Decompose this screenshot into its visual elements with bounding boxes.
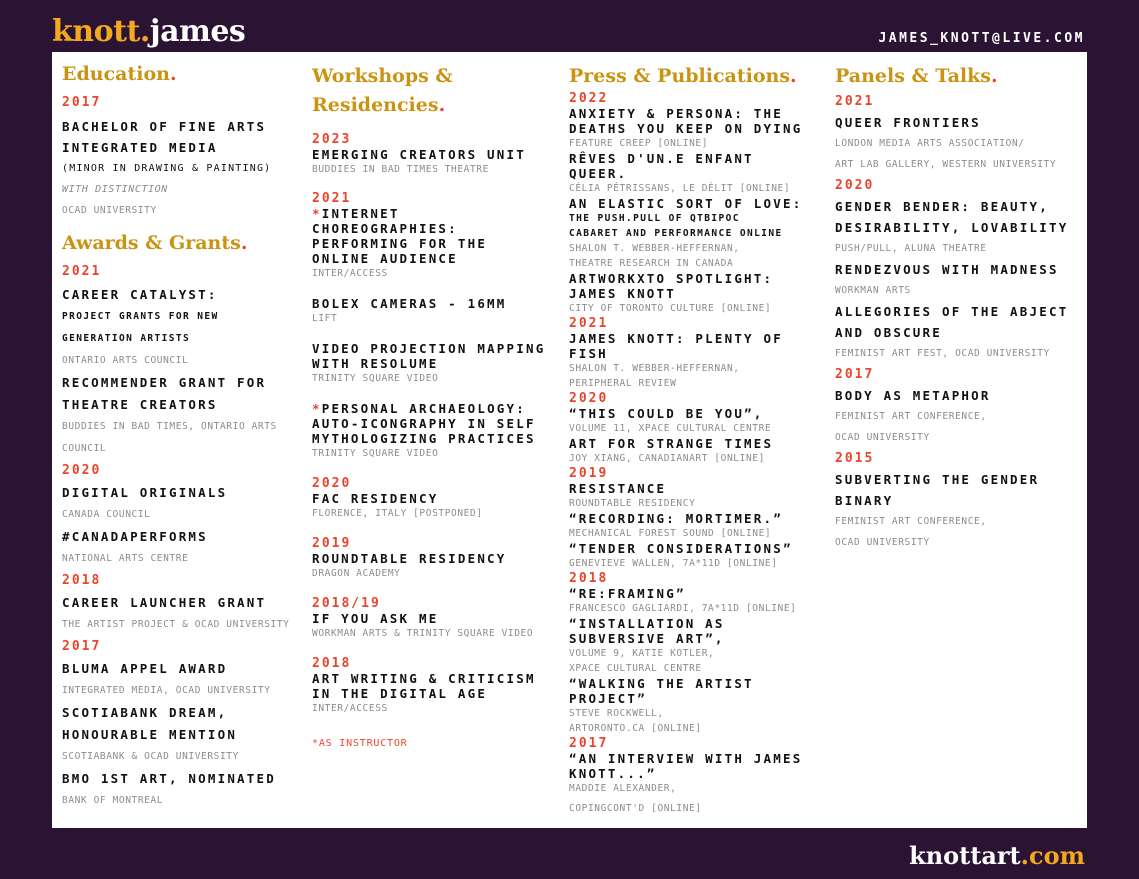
entry-title: BODY AS METAPHOR <box>835 388 991 403</box>
entry-title: MYTHOLOGIZING PRACTICES <box>312 431 536 446</box>
entry-note: (MINOR IN DRAWING & PAINTING) <box>62 163 272 174</box>
entry-title: IN THE DIGITAL AGE <box>312 686 488 701</box>
email-link[interactable]: JAMES_KNOTT@LIVE.COM <box>878 31 1085 46</box>
year-label: 2018 <box>62 573 102 588</box>
year-label: 2023 <box>312 132 352 147</box>
entry-source: ART LAB GALLERY, WESTERN UNIVERSITY <box>835 159 1057 170</box>
entry-source: LIFT <box>312 313 338 324</box>
entry-title: ROUNDTABLE RESIDENCY <box>312 551 507 566</box>
entry-source: ROUNDTABLE RESIDENCY <box>569 498 696 509</box>
entry-source: COPINGCONT'D [ONLINE] <box>569 803 702 814</box>
entry-title: ANXIETY & PERSONA: THE <box>569 106 783 121</box>
site-main: knottart <box>909 841 1021 870</box>
entry-title: ART WRITING & CRITICISM <box>312 671 536 686</box>
entry-source: TRINITY SQUARE VIDEO <box>312 373 439 384</box>
entry-source: CITY OF TORONTO CULTURE [ONLINE] <box>569 303 772 314</box>
entry-title: JAMES KNOTT <box>569 286 676 301</box>
entry-title: THEATRE CREATORS <box>62 397 218 412</box>
entry-title: SUBVERTING THE GENDER <box>835 472 1040 487</box>
year-label: 2017 <box>62 95 102 110</box>
entry-source: WORKMAN ARTS & TRINITY SQUARE VIDEO <box>312 628 534 639</box>
entry-title: QUEER FRONTIERS <box>835 115 981 130</box>
entry-source: INTER/ACCESS <box>312 703 388 714</box>
entry-title: ONLINE AUDIENCE <box>312 251 458 266</box>
entry-source: ONTARIO ARTS COUNCIL <box>62 355 189 366</box>
entry-title: RECOMMENDER GRANT FOR <box>62 375 267 390</box>
entry-title: FISH <box>569 346 608 361</box>
entry-title: SCOTIABANK DREAM, <box>62 705 228 720</box>
entry-title: CAREER CATALYST: <box>62 287 218 302</box>
year-label: 2020 <box>62 463 102 478</box>
site-logo[interactable] <box>52 14 245 49</box>
column-press <box>569 62 831 816</box>
entry-title: ART FOR STRANGE TIMES <box>569 436 774 451</box>
year-label: 2018 <box>569 571 609 586</box>
entry-title: THE PUSH.PULL OF QTBIPOC <box>569 213 740 224</box>
entry-source: PERIPHERAL REVIEW <box>569 378 677 389</box>
entry-title: GENERATION ARTISTS <box>62 333 191 344</box>
entry-source: FEMINIST ART FEST, OCAD UNIVERSITY <box>835 348 1050 359</box>
entry-source: INTEGRATED MEDIA, OCAD UNIVERSITY <box>62 685 271 696</box>
year-label: 2022 <box>569 91 609 106</box>
entry-title: BINARY <box>835 493 894 508</box>
entry-title: JAMES KNOTT: PLENTY OF <box>569 331 783 346</box>
entry-title: AND OBSCURE <box>835 325 942 340</box>
entry-title: INTEGRATED MEDIA <box>62 140 218 155</box>
entry-source: SHALON T. WEBBER-HEFFERNAN, <box>569 363 740 374</box>
column-panels <box>835 62 1083 553</box>
entry-source: NATIONAL ARTS CENTRE <box>62 553 189 564</box>
entry-title: BLUMA APPEL AWARD <box>62 661 228 676</box>
entry-title: *PERSONAL ARCHAEOLOGY: <box>312 401 526 416</box>
entry-source: FLORENCE, ITALY [POSTPONED] <box>312 508 483 519</box>
entry-source: SHALON T. WEBBER-HEFFERNAN, <box>569 243 740 254</box>
workshops-heading: Workshops & Residencies. <box>312 65 453 116</box>
entry-source: CANADA COUNCIL <box>62 509 151 520</box>
entry-title: “THIS COULD BE YOU”, <box>569 406 764 421</box>
entry-source: INTER/ACCESS <box>312 268 388 279</box>
entry-title: BMO 1ST ART, NOMINATED <box>62 771 276 786</box>
entry-title: PROJECT GRANTS FOR NEW <box>62 311 219 322</box>
column-workshops <box>312 62 562 751</box>
entry-source: PUSH/PULL, ALUNA THEATRE <box>835 243 987 254</box>
entry-title: “AN INTERVIEW WITH JAMES <box>569 751 803 766</box>
year-label: 2020 <box>835 178 875 193</box>
entry-title: “RE:FRAMING” <box>569 586 686 601</box>
entry-source: VOLUME 11, XPACE CULTURAL CENTRE <box>569 423 772 434</box>
entry-title: ARTWORKXTO SPOTLIGHT: <box>569 271 774 286</box>
entry-title: *INTERNET <box>312 206 400 221</box>
year-label: 2017 <box>62 639 102 654</box>
entry-source: LONDON MEDIA ARTS ASSOCIATION/ <box>835 138 1025 149</box>
entry-title: PROJECT” <box>569 691 647 706</box>
entry-title: CAREER LAUNCHER GRANT <box>62 595 267 610</box>
entry-title: IF YOU ASK ME <box>312 611 439 626</box>
panels-heading: Panels & Talks. <box>835 65 998 87</box>
entry-source: OCAD UNIVERSITY <box>62 205 157 216</box>
entry-title: “RECORDING: MORTIMER.” <box>569 511 783 526</box>
entry-source: WORKMAN ARTS <box>835 285 911 296</box>
entry-source: FEATURE CREEP [ONLINE] <box>569 138 709 149</box>
entry-title: RESISTANCE <box>569 481 667 496</box>
year-label: 2015 <box>835 451 875 466</box>
entry-source: CÉLIA PÉTRISSANS, LE DÉLIT [ONLINE] <box>569 183 791 194</box>
entry-title: CABARET AND PERFORMANCE ONLINE <box>569 228 783 239</box>
entry-title: AUTO-ICONGRAPHY IN SELF <box>312 416 536 431</box>
entry-title: DESIRABILITY, LOVABILITY <box>835 220 1069 235</box>
year-label: 2019 <box>569 466 609 481</box>
year-label: 2017 <box>569 736 609 751</box>
entry-title: #CANADAPERFORMS <box>62 529 208 544</box>
entry-title: KNOTT...” <box>569 766 657 781</box>
entry-source: DRAGON ACADEMY <box>312 568 401 579</box>
entry-source: MADDIE ALEXANDER, <box>569 783 677 794</box>
entry-source: BUDDIES IN BAD TIMES THEATRE <box>312 164 489 175</box>
entry-title: “TENDER CONSIDERATIONS” <box>569 541 793 556</box>
entry-source: FEMINIST ART CONFERENCE, <box>835 411 987 422</box>
website-link[interactable] <box>909 841 1085 870</box>
year-label: 2021 <box>312 191 352 206</box>
entry-source: VOLUME 9, KATIE KOTLER, <box>569 648 715 659</box>
year-label: 2018 <box>312 656 352 671</box>
entry-source: MECHANICAL FOREST SOUND [ONLINE] <box>569 528 772 539</box>
logo-first: knott. <box>52 14 150 49</box>
entry-title: GENDER BENDER: BEAUTY, <box>835 199 1049 214</box>
entry-title: VIDEO PROJECTION MAPPING <box>312 341 546 356</box>
entry-title: DEATHS YOU KEEP ON DYING <box>569 121 803 136</box>
year-label: 2021 <box>569 316 609 331</box>
cv-panel <box>52 52 1087 828</box>
entry-title: BOLEX CAMERAS - 16MM <box>312 296 507 311</box>
entry-source: OCAD UNIVERSITY <box>835 432 930 443</box>
entry-title: “INSTALLATION AS <box>569 616 725 631</box>
entry-title: BACHELOR OF FINE ARTS <box>62 119 267 134</box>
entry-title: “WALKING THE ARTIST <box>569 676 754 691</box>
entry-source: THE ARTIST PROJECT & OCAD UNIVERSITY <box>62 619 290 630</box>
entry-title: PERFORMING FOR THE <box>312 236 488 251</box>
entry-source: FEMINIST ART CONFERENCE, <box>835 516 987 527</box>
entry-title: RENDEZVOUS WITH MADNESS <box>835 262 1059 277</box>
entry-title: FAC RESIDENCY <box>312 491 439 506</box>
entry-source: COUNCIL <box>62 443 107 454</box>
entry-title: EMERGING CREATORS UNIT <box>312 147 526 162</box>
entry-source: ARTORONTO.CA [ONLINE] <box>569 723 702 734</box>
entry-note: WITH DISTINCTION <box>62 184 168 195</box>
entry-source: STEVE ROCKWELL, <box>569 708 664 719</box>
entry-title: WITH RESOLUME <box>312 356 439 371</box>
entry-source: BUDDIES IN BAD TIMES, ONTARIO ARTS <box>62 421 277 432</box>
entry-title: AN ELASTIC SORT OF LOVE: <box>569 196 803 211</box>
entry-source: FRANCESCO GAGLIARDI, 7A*11D [ONLINE] <box>569 603 797 614</box>
entry-title: RÊVES D'UN.E ENFANT <box>569 151 754 166</box>
year-label: 2019 <box>312 536 352 551</box>
instructor-footnote: *AS INSTRUCTOR <box>312 738 408 749</box>
entry-source: TRINITY SQUARE VIDEO <box>312 448 439 459</box>
logo-second: james <box>149 14 246 49</box>
year-label: 2020 <box>569 391 609 406</box>
press-heading: Press & Publications. <box>569 65 797 87</box>
year-label: 2021 <box>835 94 875 109</box>
awards-heading: Awards & Grants. <box>62 232 248 254</box>
site-ext: .com <box>1020 841 1085 870</box>
year-label: 2018/19 <box>312 596 381 611</box>
entry-title: QUEER. <box>569 166 628 181</box>
entry-title: SUBVERSIVE ART”, <box>569 631 725 646</box>
entry-source: XPACE CULTURAL CENTRE <box>569 663 702 674</box>
entry-source: THEATRE RESEARCH IN CANADA <box>569 258 734 269</box>
entry-title: CHOREOGRAPHIES: <box>312 221 458 236</box>
entry-source: JOY XIANG, CANADIANART [ONLINE] <box>569 453 765 464</box>
entry-source: BANK OF MONTREAL <box>62 795 164 806</box>
entry-source: OCAD UNIVERSITY <box>835 537 930 548</box>
column-education-awards <box>62 60 302 812</box>
entry-title: ALLEGORIES OF THE ABJECT <box>835 304 1069 319</box>
entry-title: DIGITAL ORIGINALS <box>62 485 228 500</box>
entry-source: GENEVIEVE WALLEN, 7A*11D [ONLINE] <box>569 558 778 569</box>
entry-title: HONOURABLE MENTION <box>62 727 238 742</box>
year-label: 2021 <box>62 264 102 279</box>
education-heading: Education. <box>62 63 177 85</box>
year-label: 2020 <box>312 476 352 491</box>
entry-source: SCOTIABANK & OCAD UNIVERSITY <box>62 751 239 762</box>
year-label: 2017 <box>835 367 875 382</box>
